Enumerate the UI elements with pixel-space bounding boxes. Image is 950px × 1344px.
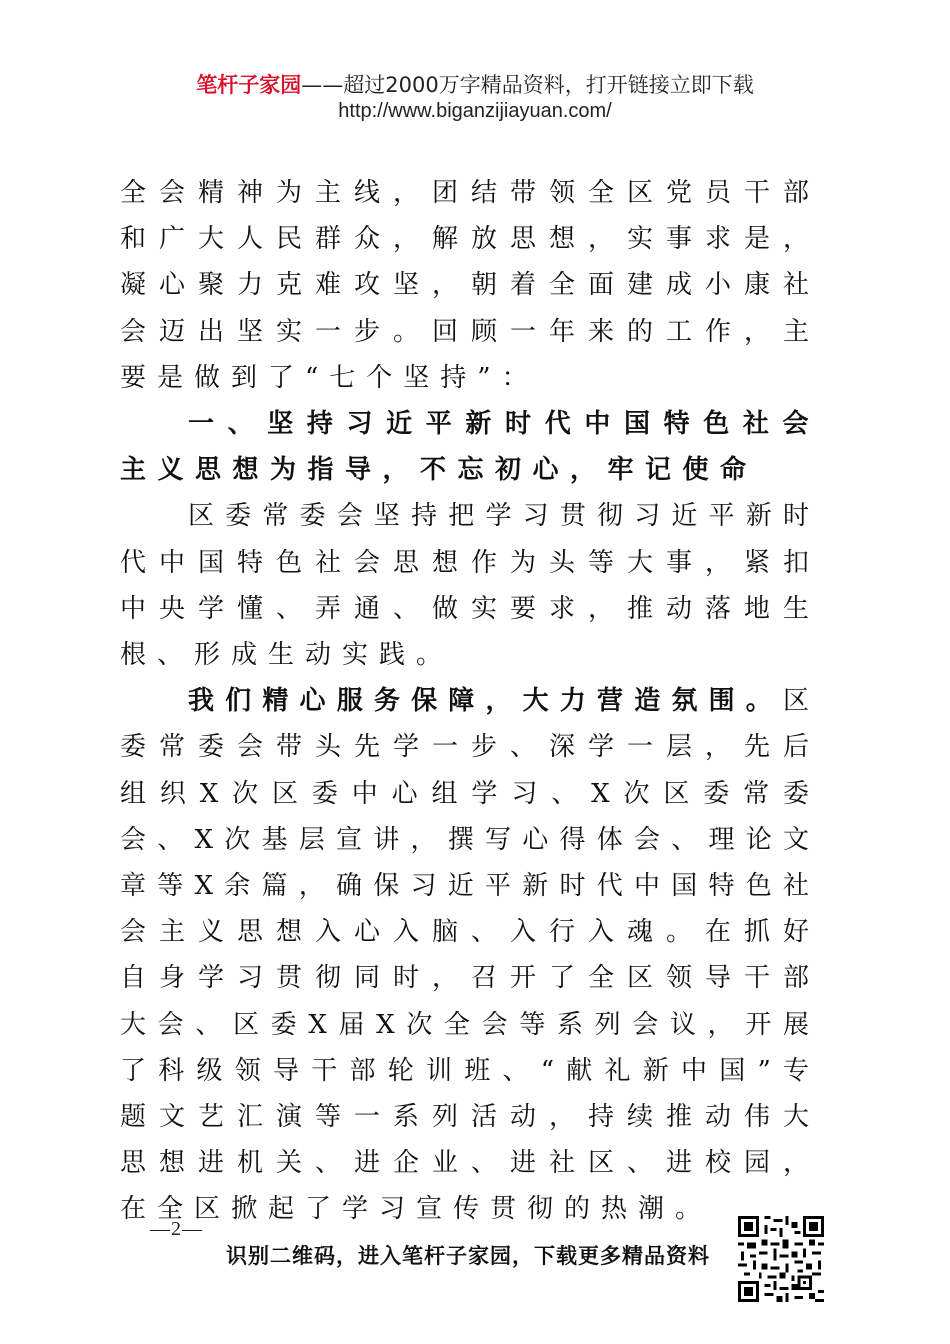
brand-name: 笔杆子家园 (196, 73, 302, 97)
paragraph-2: 区委常委会坚持把学习贯彻习近平新时代中国特色社会思想作为头等大事，紧扣中央学懂、弄通、做实要求，推动落地生根、形成生动实践。 (120, 501, 820, 671)
paragraph-3 (120, 678, 820, 1232)
paragraph-1: 全会精神为主线，团结带领全区党员干部和广大人民群众，解放思想，实事求是，凝心聚力克难攻坚，朝着全面建成小康社会迈出坚实一步。回顾一年来的工作，主要是做到了“七个坚持”： (120, 178, 820, 393)
paragraph-3-lead: 我们精心服务保障，大力营造氛围。 (188, 686, 783, 717)
header-tagline: ——超过2000万字精品资料，打开链接立即下载 (301, 73, 754, 97)
page-header (0, 72, 950, 124)
document-body (120, 170, 820, 1233)
footer-text: 识别二维码，进入笔杆子家园，下载更多精品资料 (226, 1243, 710, 1268)
section-heading-1: 一、坚持习近平新时代中国特色社会主义思想为指导，不忘初心，牢记使命 (120, 409, 820, 486)
paragraph-3-text: 区委常委会带头先学一步、深学一层，先后组织X次区委中心组学习、X次区委常委会、X次基层宣讲，撰写心得体会、理论文章等X余篇，确保习近平新时代中国特色社会主义思想入心入脑、入行入魂。在抓好自身学习贯彻同时，召开了全区领导干部大会、区委X届X次全会等系列会议，开展了科级领导干部轮训班、“献礼新中国”专题文艺汇演等一系列活动，持续推动伟大思想进机关、进企业、进社区、进校园，在全区掀起了学习宣传贯彻的热潮。 (120, 686, 820, 1225)
header-url[interactable]: http://www.biganzijiayuan.com/ (338, 100, 612, 122)
page-number: —2— (150, 1218, 203, 1240)
qr-code-icon[interactable] (738, 1216, 824, 1302)
